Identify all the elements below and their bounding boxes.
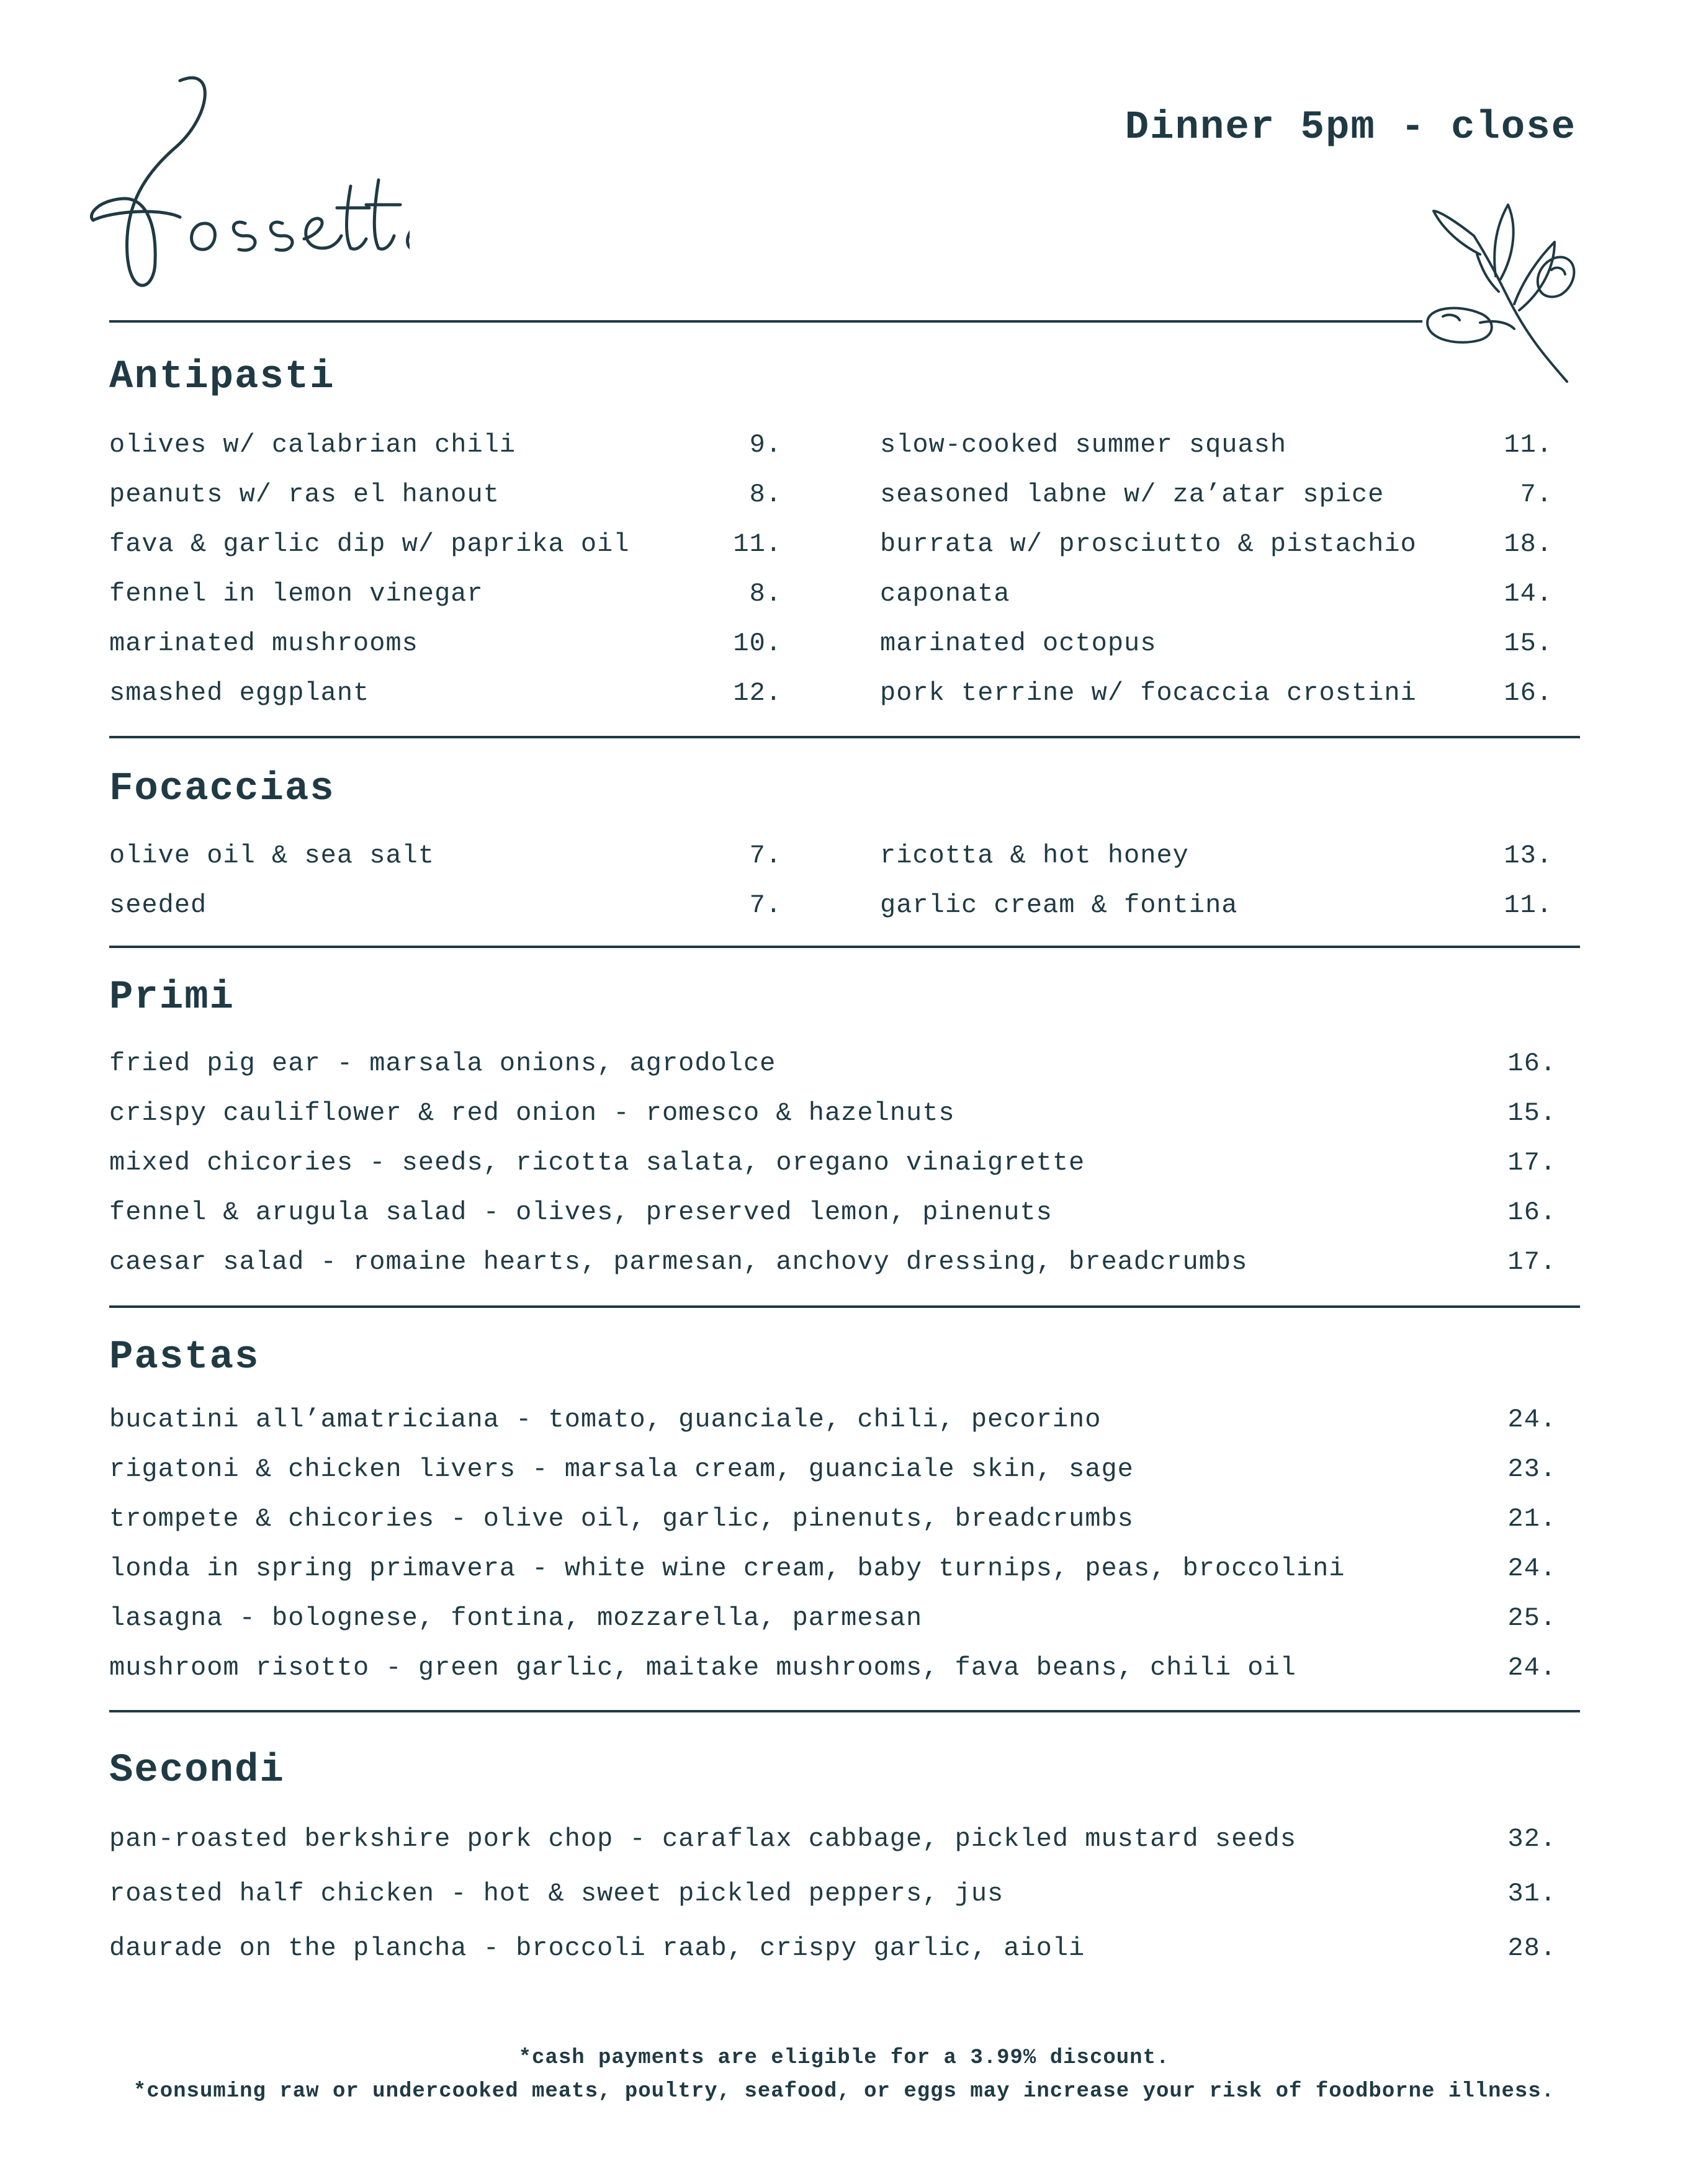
menu-item-price: 11. [733, 529, 782, 559]
section-title-focaccias: Focaccias [109, 767, 335, 812]
menu-item-name: garlic cream & fontina [880, 890, 1238, 920]
section-divider [109, 1710, 1580, 1712]
menu-item-price: 28. [1507, 1933, 1556, 1963]
menu-item-price: 9. [749, 430, 782, 460]
menu-item-price: 16. [1507, 1049, 1556, 1078]
menu-item-price: 18. [1504, 529, 1553, 559]
cash-discount-note: *cash payments are eligible for a 3.99% discount. [518, 2046, 1170, 2070]
menu-item-price: 11. [1504, 890, 1553, 920]
menu-item-name: ricotta & hot honey [880, 841, 1189, 870]
menu-item-name: mushroom risotto - green garlic, maitake mushrooms, fava beans, chili oil [109, 1653, 1296, 1683]
menu-item-price: 24. [1507, 1405, 1556, 1434]
section-title-primi: Primi [109, 975, 235, 1020]
menu-item-price: 7. [749, 890, 782, 920]
menu-item-name: crispy cauliflower & red onion - romesco & hazelnuts [109, 1098, 955, 1128]
section-title-pastas: Pastas [109, 1335, 260, 1380]
menu-item-name: caponata [880, 579, 1010, 609]
menu-item-name: roasted half chicken - hot & sweet pickled peppers, jus [109, 1879, 1004, 1909]
section-title-antipasti: Antipasti [109, 355, 335, 400]
section-divider [109, 1305, 1580, 1308]
menu-item-price: 15. [1507, 1098, 1556, 1128]
menu-item-price: 31. [1507, 1879, 1556, 1909]
dinner-hours: Dinner 5pm - close [1125, 105, 1576, 150]
script-wordmark-icon [87, 68, 410, 304]
section-divider [109, 736, 1580, 738]
menu-item-price: 25. [1507, 1603, 1556, 1633]
logo [87, 68, 410, 304]
menu-item-price: 17. [1507, 1148, 1556, 1178]
menu-item-price: 8. [749, 579, 782, 609]
section-title-secondi: Secondi [109, 1748, 285, 1793]
menu-item-price: 15. [1504, 629, 1553, 658]
menu-item-name: fava & garlic dip w/ paprika oil [109, 529, 630, 559]
menu-item-name: marinated octopus [880, 629, 1157, 658]
olive-branch-icon [1421, 192, 1582, 385]
menu-item-name: seasoned labne w/ za’atar spice [880, 480, 1385, 509]
menu-item-price: 12. [733, 678, 782, 708]
menu-item-name: pan-roasted berkshire pork chop - caraflax cabbage, pickled mustard seeds [109, 1824, 1296, 1854]
section-divider [109, 946, 1580, 948]
menu-item-price: 23. [1507, 1454, 1556, 1484]
menu-item-price: 21. [1507, 1504, 1556, 1534]
menu-item-name: fennel in lemon vinegar [109, 579, 483, 609]
menu-item-name: rigatoni & chicken livers - marsala cream, guanciale skin, sage [109, 1454, 1134, 1484]
menu-item-name: daurade on the plancha - broccoli raab, crispy garlic, aioli [109, 1933, 1085, 1963]
menu-item-price: 32. [1507, 1824, 1556, 1854]
header-divider [109, 320, 1422, 323]
menu-item-price: 24. [1507, 1653, 1556, 1683]
menu-item-name: peanuts w/ ras el hanout [109, 480, 500, 509]
menu-item-name: lasagna - bolognese, fontina, mozzarella, parmesan [109, 1603, 923, 1633]
menu-item-price: 16. [1507, 1197, 1556, 1227]
menu-item-name: fennel & arugula salad - olives, preserved lemon, pinenuts [109, 1197, 1053, 1227]
menu-item-name: fried pig ear - marsala onions, agrodolce [109, 1049, 776, 1078]
menu-item-name: slow-cooked summer squash [880, 430, 1287, 460]
menu-item-name: caesar salad - romaine hearts, parmesan, anchovy dressing, breadcrumbs [109, 1247, 1248, 1277]
menu-item-name: trompete & chicories - olive oil, garlic, pinenuts, breadcrumbs [109, 1504, 1134, 1534]
menu-item-price: 10. [733, 629, 782, 658]
menu-item-name: olives w/ calabrian chili [109, 430, 516, 460]
menu-item-name: londa in spring primavera - white wine cream, baby turnips, peas, broccolini [109, 1554, 1345, 1583]
menu-item-name: burrata w/ prosciutto & pistachio [880, 529, 1417, 559]
menu-item-price: 8. [749, 480, 782, 509]
menu-item-name: mixed chicories - seeds, ricotta salata, oregano vinaigrette [109, 1148, 1085, 1178]
menu-item-price: 14. [1504, 579, 1553, 609]
menu-item-name: pork terrine w/ focaccia crostini [880, 678, 1417, 708]
menu-item-price: 17. [1507, 1247, 1556, 1277]
menu-item-name: bucatini all’amatriciana - tomato, guanciale, chili, pecorino [109, 1405, 1102, 1434]
menu-item-price: 7. [1520, 480, 1553, 509]
menu-item-price: 24. [1507, 1554, 1556, 1583]
menu-item-name: smashed eggplant [109, 678, 370, 708]
health-advisory-note: *consuming raw or undercooked meats, poultry, seafood, or eggs may increase your risk of foodborne illness. [133, 2080, 1555, 2103]
footer-notes [0, 2041, 1688, 2108]
menu-item-price: 13. [1504, 841, 1553, 870]
menu-item-name: seeded [109, 890, 207, 920]
menu-item-price: 16. [1504, 678, 1553, 708]
menu-item-price: 7. [749, 841, 782, 870]
menu-item-name: marinated mushrooms [109, 629, 418, 658]
menu-item-price: 11. [1504, 430, 1553, 460]
menu-item-name: olive oil & sea salt [109, 841, 435, 870]
